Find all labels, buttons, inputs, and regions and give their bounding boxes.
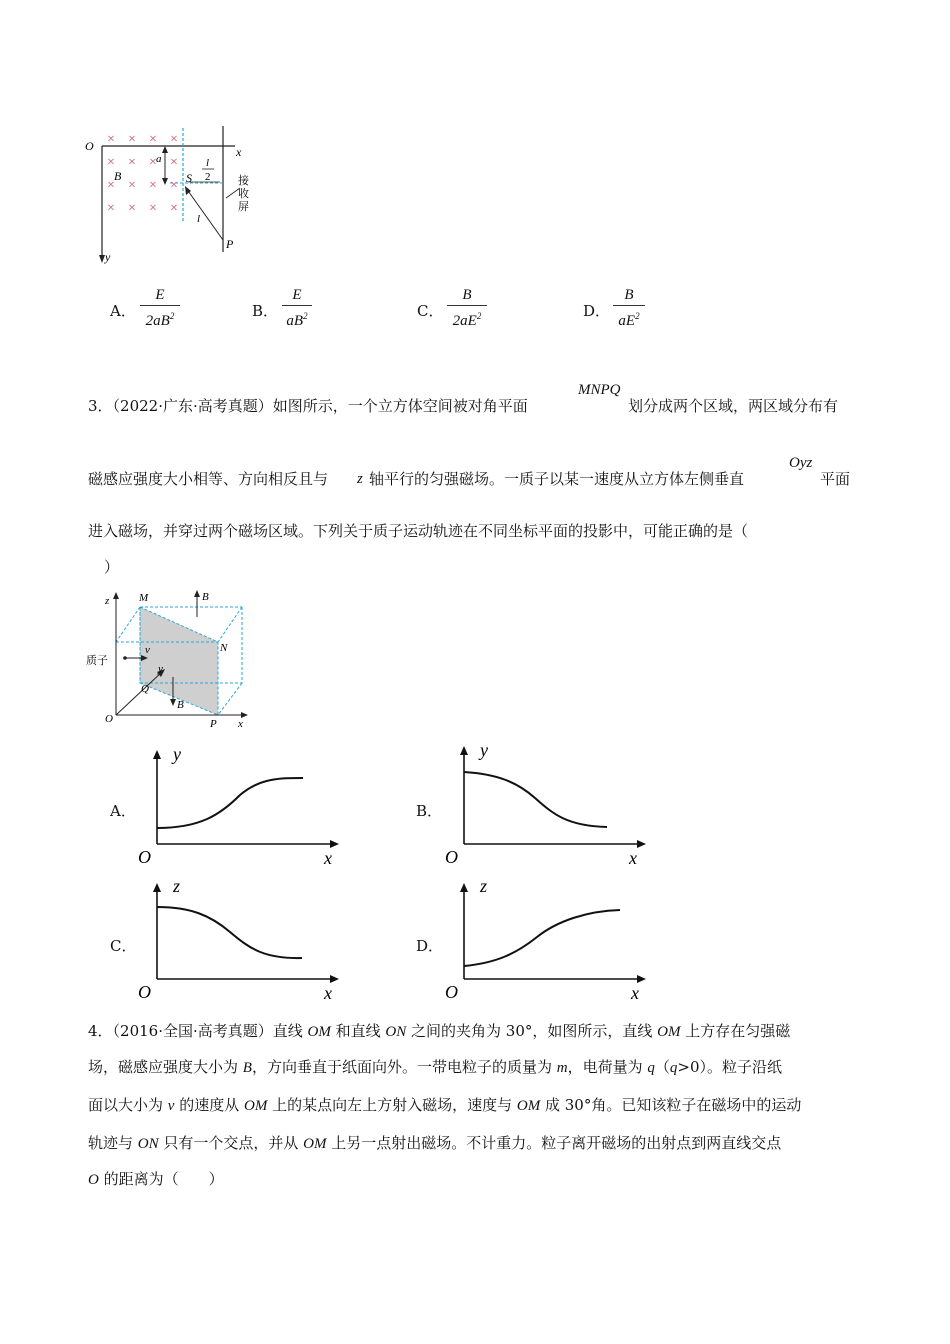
q4-text-run: 成 30°角。已知该粒子在磁场中的运动 xyxy=(540,1096,802,1114)
q3-option-b-graph xyxy=(437,740,657,870)
q2-option-b-label: B． xyxy=(252,302,279,320)
field-cross-3: × xyxy=(170,132,178,147)
q3-a-origin: O xyxy=(138,847,151,867)
q3-fig-x: x xyxy=(238,718,243,730)
q4-math-var: OM xyxy=(303,1136,327,1152)
q3-line-2-mid: 轴平行的匀强磁场。一质子以某一速度从立方体左侧垂直 xyxy=(369,470,745,488)
q3-d-axis-h: x xyxy=(631,983,639,1003)
q4-text-run: 面以大小为 xyxy=(88,1096,168,1114)
q3-cube-figure xyxy=(85,585,260,735)
q3-option-c-label: C． xyxy=(110,937,137,955)
q3-line-1-pre: 3．（2022·广东·高考真题）如图所示，一个立方体空间被对角平面 xyxy=(88,397,528,415)
q2-label-P: P xyxy=(226,237,234,251)
q4-text-run: 上另一点射出磁场。不计重力。粒子离开磁场的出射点到两直线交点 xyxy=(326,1134,782,1152)
q4-text-run: 之间的夹角为 30°，如图所示，直线 xyxy=(406,1022,658,1040)
q4-math-var: OM xyxy=(244,1098,268,1114)
field-cross-1: × xyxy=(128,132,136,147)
q3-b-axis-v: y xyxy=(480,740,488,760)
q3-line-2-post: 平面 xyxy=(820,470,851,488)
q3-plane-mnpq: MNPQ xyxy=(578,382,621,398)
q3-b-axis-h: x xyxy=(629,848,637,868)
q4-math-var: ON xyxy=(385,1024,407,1040)
q3-option-b-label: B． xyxy=(416,802,443,820)
q3-option-a-graph xyxy=(130,740,350,870)
q2-option-b-fraction: E $aB^2$ xyxy=(282,286,312,325)
q4-math-var: q xyxy=(669,1060,678,1076)
field-cross-9: × xyxy=(128,178,136,193)
q3-line-3: 进入磁场，并穿过两个磁场区域。下列关于质子运动轨迹在不同坐标平面的投影中，可能正确的是（ xyxy=(88,522,749,540)
q2-label-x: x xyxy=(236,145,242,159)
q4-math-var: q xyxy=(647,1060,655,1076)
q4-text-run: 上的某点向左上方射入磁场，速度与 xyxy=(267,1096,517,1114)
q2-label-y: y xyxy=(105,250,111,264)
q2-option-a-fraction: E $2aB^2$ xyxy=(140,286,180,325)
field-cross-7: × xyxy=(170,155,178,170)
q3-fig-v: v xyxy=(145,644,150,656)
q2-figure xyxy=(80,120,270,270)
q4-math-var: B xyxy=(242,1060,252,1076)
q3-b-origin: O xyxy=(445,847,458,867)
field-cross-11: × xyxy=(170,178,178,193)
field-cross-14: × xyxy=(149,201,157,216)
field-cross-4: × xyxy=(107,155,115,170)
q4-text-run: ，电荷量为 xyxy=(567,1058,648,1076)
q4-line-5 xyxy=(88,1169,224,1190)
field-cross-15: × xyxy=(170,201,178,216)
q3-a-axis-h: x xyxy=(324,848,332,868)
q4-text-run: 场，磁感应强度大小为 xyxy=(88,1058,243,1076)
field-cross-12: × xyxy=(107,201,115,216)
q2-option-c-fraction: B $2aE^2$ xyxy=(447,286,487,325)
q2-screen-label-2: 收 xyxy=(238,188,249,200)
field-cross-6: × xyxy=(149,155,157,170)
q3-d-origin: O xyxy=(445,982,458,1002)
q2-screen-label-3: 屏 xyxy=(238,201,249,213)
q3-option-c-graph xyxy=(130,875,350,1005)
q4-text-run: ，方向垂直于纸面向外。一带电粒子的质量为 xyxy=(251,1058,557,1076)
q4-line-4 xyxy=(88,1133,781,1154)
q4-math-var: ON xyxy=(137,1136,159,1152)
field-cross-10: × xyxy=(149,178,157,193)
q3-c-axis-v: z xyxy=(173,876,181,896)
q4-math-var: OM xyxy=(307,1024,331,1040)
q2-option-c-label: C． xyxy=(417,302,444,320)
q3-fig-B-top: B xyxy=(202,591,209,603)
q3-option-a-label: A． xyxy=(110,802,136,820)
q2-label-O: O xyxy=(85,139,94,153)
q2-label-a: a xyxy=(156,153,162,165)
q3-fig-z: z xyxy=(105,595,110,607)
q4-text-run: 的速度从 xyxy=(174,1096,244,1114)
q3-fig-y: y xyxy=(158,663,163,675)
q4-line-3 xyxy=(88,1095,801,1116)
q3-line-2-pre: 磁感应强度大小相等、方向相反且与 xyxy=(88,470,329,488)
q4-text-run: >0）。粒子沿纸 xyxy=(677,1058,782,1076)
q2-option-a-label: A． xyxy=(110,302,136,320)
q3-option-d-label: D． xyxy=(416,937,444,955)
q2-label-l-den: 2 xyxy=(205,171,211,183)
q4-math-var: m xyxy=(556,1060,568,1076)
q2-label-S: S xyxy=(186,171,192,185)
q4-math-var: OM xyxy=(516,1098,541,1114)
q2-option-d-fraction: B $aE^2$ xyxy=(613,286,645,325)
field-cross-5: × xyxy=(128,155,136,170)
q2-screen-label-1: 接 xyxy=(238,175,249,187)
q3-line-1-post: 划分成两个区域，两区域分布有 xyxy=(628,397,839,415)
q3-c-origin: O xyxy=(138,982,151,1002)
q3-fig-O: O xyxy=(105,713,113,725)
q4-text-run: （ xyxy=(654,1058,670,1076)
q2-label-l-num: l xyxy=(206,157,210,169)
q2-label-l: l xyxy=(197,213,201,225)
q4-text-run: 和直线 xyxy=(330,1022,386,1040)
field-cross-13: × xyxy=(128,201,136,216)
q4-text-run: 4．（2016·全国·高考真题）直线 xyxy=(88,1022,308,1040)
q4-text-run: 的距离为（ ） xyxy=(98,1170,224,1188)
q4-math-var: v xyxy=(167,1098,175,1114)
q3-fig-P: P xyxy=(210,718,217,730)
q3-fig-Q: Q xyxy=(141,683,149,695)
q4-text-run: 上方存在匀强磁 xyxy=(680,1022,791,1040)
q3-fig-N: N xyxy=(220,642,228,654)
q3-option-d-graph xyxy=(437,875,657,1005)
q2-option-d-label: D． xyxy=(583,302,611,320)
q4-text-run: 轨迹与 xyxy=(88,1134,138,1152)
q3-plane-oyz: Oyz xyxy=(789,455,813,471)
q3-d-axis-v: z xyxy=(480,876,488,896)
field-cross-8: × xyxy=(107,178,115,193)
q2-label-B: B xyxy=(114,169,122,183)
q3-fig-M: M xyxy=(139,592,149,604)
q4-line-1 xyxy=(88,1021,790,1042)
q3-c-axis-h: x xyxy=(324,983,332,1003)
field-cross-0: × xyxy=(107,132,115,147)
q3-fig-proton: 质子 xyxy=(86,655,108,667)
q4-line-2 xyxy=(88,1057,782,1078)
q3-line-2-z: z xyxy=(357,471,363,487)
q3-line-4: ） xyxy=(104,558,120,576)
q3-fig-B-bottom: B xyxy=(177,699,184,711)
q3-a-axis-v: y xyxy=(173,744,181,764)
q4-math-var: OM xyxy=(657,1024,681,1040)
q4-text-run: 只有一个交点，并从 xyxy=(158,1134,304,1152)
field-cross-2: × xyxy=(149,132,157,147)
q4-math-var: O xyxy=(88,1172,99,1188)
